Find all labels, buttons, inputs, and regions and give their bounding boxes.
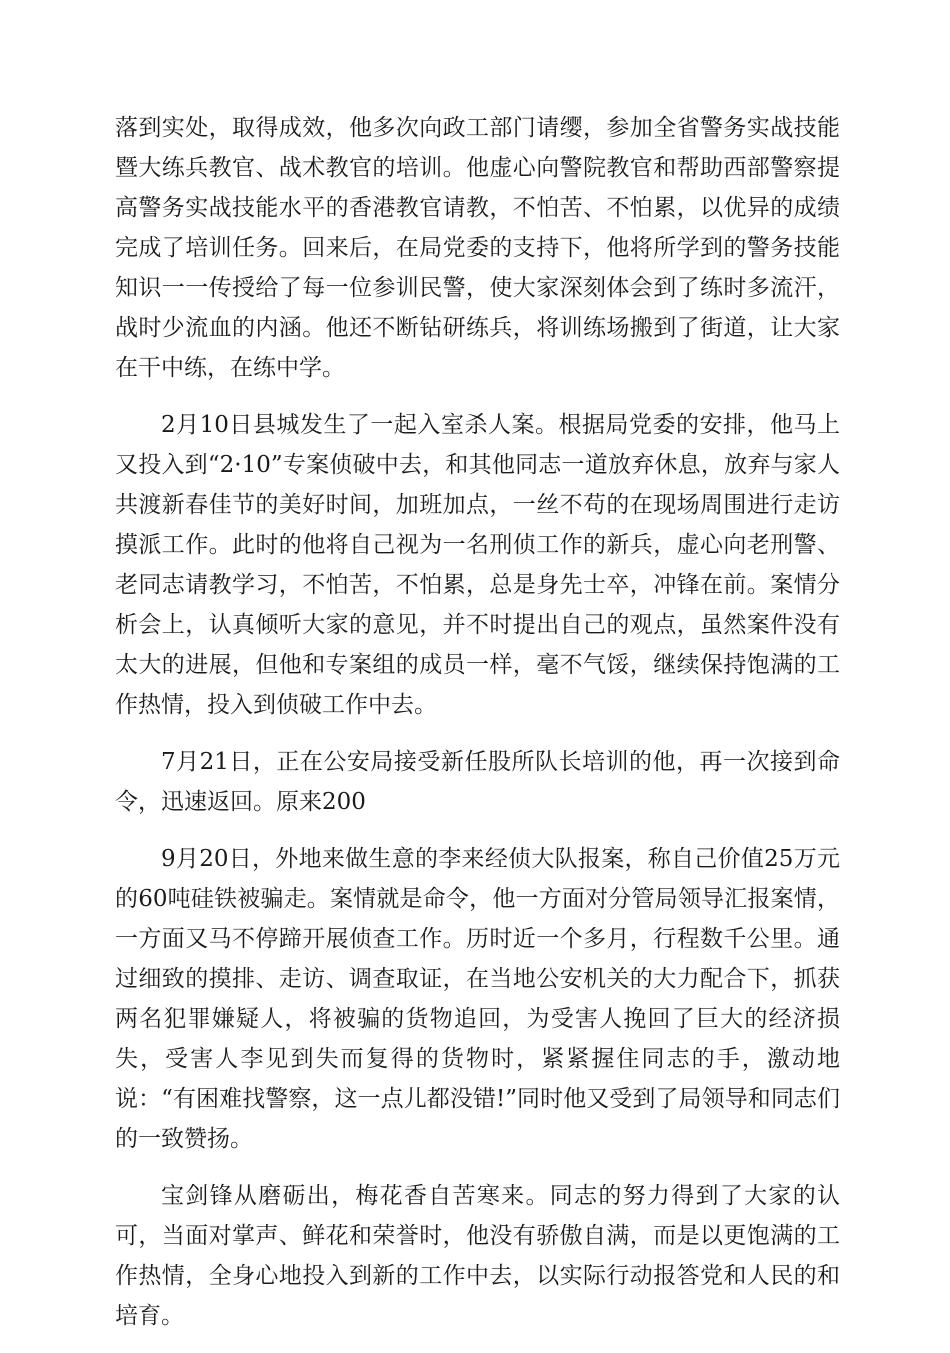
paragraph-feb-10-case: 2月10日县城发生了一起入室杀人案。根据局党委的安排，他马上又投入到“2·10”专案侦破中去，和其他同志一道放弃休息，放弃与家人共渡新春佳节的美好时间，加班加点，一丝不苟的在现场周围进行走访摸派工作。此时的他将自己视为一名刑侦工作的新兵，虚心向老刑警、老同志请教学习，不怕苦，不怕累，总是身先士卒，冲锋在前。案情分析会上，认真倾听大家的意见，并不时提出自己的观点，虽然案件没有太大的进展，但他和专案组的成员一样，毫不气馁，继续保持饱满的工作热情，投入到侦破工作中去。: [115, 412, 840, 718]
paragraph-conclusion: 宝剑锋从磨砺出，梅花香自苦寒来。同志的努力得到了大家的认可，当面对掌声、鲜花和荣誉时，他没有骄傲自满，而是以更饱满的工作热情，全身心地投入到新的工作中去，以实际行动报答党和人民的和培育。: [115, 1183, 840, 1329]
paragraph-training: 落到实处，取得成效，他多次向政工部门请缨，参加全省警务实战技能暨大练兵教官、战术教官的培训。他虚心向警院教官和帮助西部警察提高警务实战技能水平的香港教官请教，不怕苦、不怕累，以优异的成绩完成了培训任务。回来后，在局党委的支持下，他将所学到的警务技能知识一一传授给了每一位参训民警，使大家深刻体会到了练时多流汗，战时少流血的内涵。他还不断钻研练兵，将训练场搬到了街道，让大家在干中练，在练中学。: [115, 115, 840, 381]
paragraph-sep-20-fraud: 9月20日，外地来做生意的李来经侦大队报案，称自己价值25万元的60吨硅铁被骗走。案情就是命令，他一方面对分管局领导汇报案情，一方面又马不停蹄开展侦查工作。历时近一个多月，行程数千公里。通过细致的摸排、走访、调查取证，在当地公安机关的大力配合下，抓获两名犯罪嫌疑人，将被骗的货物追回，为受害人挽回了巨大的经济损失，受害人李见到失而复得的货物时，紧紧握住同志的手，激动地说：“有困难找警察，这一点儿都没错!”同时他又受到了局领导和同志们的一致赞扬。: [115, 846, 840, 1152]
paragraph-jul-21-recall: 7月21日，正在公安局接受新任股所队长培训的他，再一次接到命令，迅速返回。原来200: [115, 749, 840, 815]
document-body: [115, 108, 840, 1353]
